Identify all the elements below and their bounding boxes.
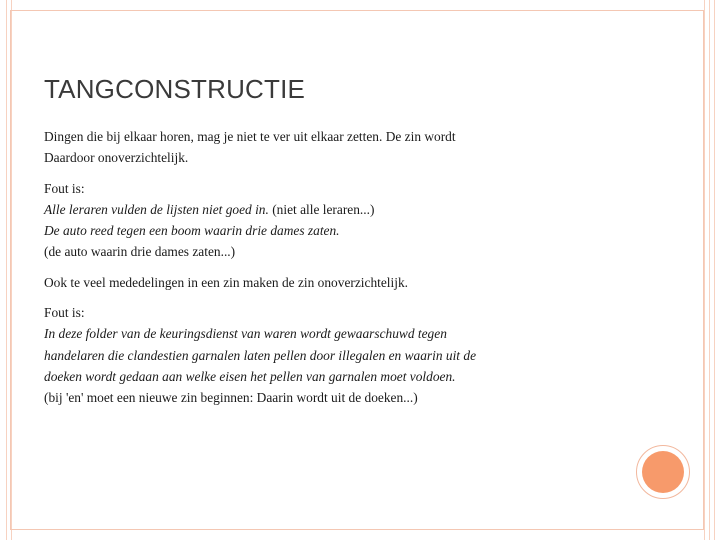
example-paragraph-2 <box>44 302 664 408</box>
example-sentence: handelaren die clandestien garnalen laten pellen door illegalen en waarin uit de <box>44 347 477 363</box>
example-note: (bij 'en' moet een nieuwe zin beginnen: Daarin wordt uit de doeken...) <box>44 390 418 406</box>
decorative-border-line <box>709 0 710 540</box>
example-paragraph-1 <box>44 178 664 263</box>
example-label: Fout is: <box>44 180 85 196</box>
example-label: Fout is: <box>44 305 85 321</box>
example-note: (niet alle leraren...) <box>268 201 375 217</box>
example-note: (de auto waarin drie dames zaten...) <box>44 244 236 260</box>
text-line: Ook te veel mededelingen in een zin maken de zin onoverzichtelijk. <box>44 274 409 290</box>
example-sentence: doeken wordt gedaan aan welke eisen het pellen van garnalen moet voldoen. <box>44 368 456 384</box>
example-sentence: Alle leraren vulden de lijsten niet goed in. <box>44 201 269 217</box>
example-sentence: De auto reed tegen een boom waarin drie dames zaten. <box>44 223 340 239</box>
decorative-border-line <box>704 0 705 540</box>
text-line <box>44 199 664 220</box>
decorative-border-line <box>6 0 7 540</box>
intro-paragraph <box>44 126 664 169</box>
slide-title: TANGCONSTRUCTIE <box>44 74 306 104</box>
text-line: Dingen die bij elkaar horen, mag je niet te ver uit elkaar zetten. De zin wordt <box>44 129 456 144</box>
text-line: Daardoor onoverzichtelijk. <box>44 150 189 166</box>
middle-paragraph <box>44 272 664 293</box>
example-sentence: In deze folder van de keuringsdienst van waren wordt gewaarschuwd tegen <box>44 326 447 342</box>
decorative-circle-icon <box>642 451 684 493</box>
slide-body <box>44 126 664 418</box>
decorative-border-line <box>714 0 715 540</box>
